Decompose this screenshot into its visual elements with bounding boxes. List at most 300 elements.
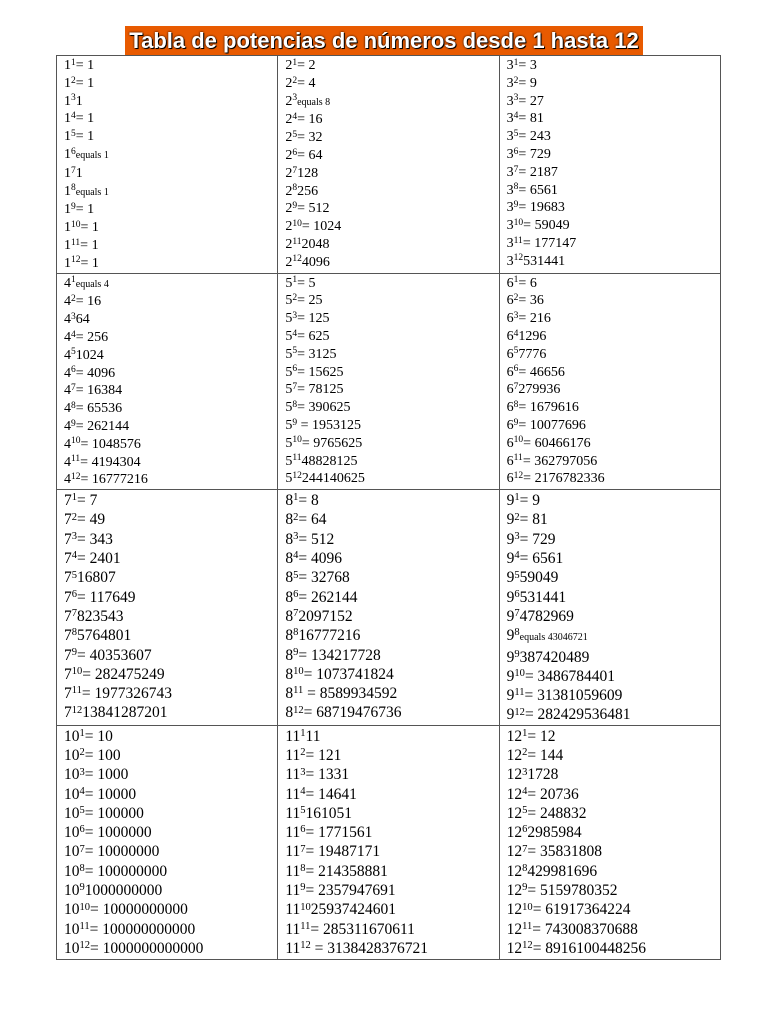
power-base: 2 bbox=[285, 112, 293, 128]
power-exponent: 8 bbox=[292, 183, 298, 194]
power-base: 4 bbox=[64, 347, 71, 363]
power-base: 5 bbox=[285, 364, 293, 380]
power-result: = 3 bbox=[518, 58, 537, 73]
power-entry bbox=[64, 939, 277, 958]
power-result: = 214358881 bbox=[305, 862, 388, 880]
power-exponent: 1 bbox=[292, 57, 298, 68]
power-exponent: 2 bbox=[514, 511, 520, 523]
power-entry bbox=[507, 453, 720, 471]
power-entry bbox=[507, 491, 720, 510]
power-entry bbox=[64, 703, 277, 722]
power-exponent: 1 bbox=[300, 727, 306, 739]
power-result: = 16777216 bbox=[80, 472, 148, 488]
power-base: 3 bbox=[506, 93, 514, 109]
power-result: 16777216 bbox=[298, 627, 361, 645]
power-entry bbox=[285, 75, 498, 93]
power-entry bbox=[507, 588, 720, 607]
power-result: = 3486784401 bbox=[524, 667, 616, 685]
power-exponent: 11 bbox=[293, 685, 304, 697]
power-base: 11 bbox=[285, 746, 301, 764]
power-exponent: 7 bbox=[79, 843, 85, 855]
power-cell bbox=[57, 56, 278, 274]
power-base: 7 bbox=[64, 569, 72, 587]
power-base: 3 bbox=[506, 75, 514, 91]
power-entry bbox=[285, 57, 498, 75]
power-entry bbox=[507, 346, 720, 364]
power-base: 5 bbox=[285, 293, 293, 309]
power-exponent: 9 bbox=[522, 882, 528, 894]
power-result: = 1 bbox=[80, 255, 99, 271]
power-base: 2 bbox=[285, 130, 293, 146]
power-base: 4 bbox=[64, 294, 71, 310]
power-result: = 4096 bbox=[298, 550, 342, 568]
power-result: = 248832 bbox=[527, 804, 587, 822]
power-entry bbox=[64, 765, 277, 784]
power-exponent: 4 bbox=[292, 328, 298, 339]
power-base: 5 bbox=[285, 400, 293, 416]
power-exponent: 1 bbox=[514, 492, 520, 504]
power-base: 11 bbox=[285, 766, 301, 784]
power-base: 6 bbox=[506, 364, 514, 380]
power-exponent: 8 bbox=[513, 182, 519, 193]
power-exponent: 11 bbox=[292, 453, 302, 464]
power-base: 12 bbox=[506, 727, 523, 745]
power-result: = 7 bbox=[77, 492, 98, 510]
power-result: = 12 bbox=[527, 727, 556, 745]
power-entry bbox=[507, 939, 720, 958]
power-entry bbox=[507, 607, 720, 626]
power-result: 11 bbox=[305, 727, 321, 745]
power-entry bbox=[64, 57, 277, 75]
power-result: = 1000000000000 bbox=[90, 939, 204, 957]
power-entry bbox=[507, 765, 720, 784]
power-exponent: 12 bbox=[513, 471, 524, 482]
power-exponent: 1 bbox=[71, 57, 76, 68]
power-entry bbox=[64, 823, 277, 842]
power-exponent: 4 bbox=[300, 785, 306, 797]
power-cell bbox=[278, 725, 499, 959]
power-exponent: 3 bbox=[292, 310, 298, 321]
power-exponent: 10 bbox=[292, 435, 302, 446]
power-entry bbox=[64, 920, 277, 939]
power-result: = 729 bbox=[519, 530, 556, 548]
power-exponent: 2 bbox=[292, 293, 298, 304]
power-exponent: 9 bbox=[513, 417, 519, 428]
power-result: = 68719476736 bbox=[303, 704, 402, 722]
power-exponent: 3 bbox=[522, 766, 528, 778]
power-entry bbox=[507, 110, 720, 128]
power-entry bbox=[285, 310, 498, 328]
power-exponent: 10 bbox=[513, 217, 524, 228]
power-exponent: 10 bbox=[514, 668, 525, 680]
power-exponent: 1 bbox=[293, 492, 299, 504]
power-base: 7 bbox=[64, 492, 72, 510]
power-base: 5 bbox=[285, 417, 293, 433]
power-base: 9 bbox=[506, 492, 515, 510]
power-result: = 1 bbox=[80, 220, 99, 236]
power-result: = 1679616 bbox=[518, 400, 579, 416]
power-result: = 5159780352 bbox=[527, 882, 618, 900]
power-entry bbox=[64, 568, 277, 587]
power-entry bbox=[285, 93, 498, 112]
power-entry bbox=[507, 128, 720, 146]
power-entry bbox=[64, 626, 277, 645]
power-result: = 6561 bbox=[519, 550, 564, 568]
power-exponent: 9 bbox=[293, 646, 299, 658]
power-base: 11 bbox=[285, 785, 301, 803]
power-entry bbox=[507, 182, 720, 200]
power-result: = 78125 bbox=[297, 382, 344, 398]
power-result: = 19487171 bbox=[305, 843, 381, 861]
power-result: = 16384 bbox=[75, 383, 123, 399]
power-result: 429981696 bbox=[527, 862, 598, 880]
power-base: 1 bbox=[64, 183, 71, 199]
power-entry bbox=[507, 881, 720, 900]
power-result: = 64 bbox=[297, 147, 323, 163]
power-base: 10 bbox=[64, 843, 80, 861]
table-row bbox=[57, 273, 721, 490]
power-exponent: 10 bbox=[71, 436, 81, 447]
power-result: = 1048576 bbox=[80, 436, 141, 452]
power-result: = 243 bbox=[518, 129, 551, 145]
power-entry bbox=[507, 530, 720, 549]
power-result: 823543 bbox=[77, 607, 124, 625]
power-result: = 1 bbox=[75, 75, 95, 91]
power-result: = 100000 bbox=[84, 804, 144, 822]
power-result: = 40353607 bbox=[77, 646, 152, 664]
power-exponent: 12 bbox=[293, 704, 304, 716]
power-entry bbox=[285, 588, 498, 607]
power-result: = 362797056 bbox=[522, 453, 598, 469]
power-exponent: 5 bbox=[292, 129, 298, 140]
power-exponent: 2 bbox=[71, 511, 78, 523]
power-base: 11 bbox=[285, 824, 301, 842]
power-entry bbox=[507, 842, 720, 861]
power-exponent: 9 bbox=[292, 417, 298, 428]
power-base: 6 bbox=[506, 311, 514, 327]
power-base: 8 bbox=[285, 530, 294, 548]
power-result: = 3125 bbox=[297, 346, 337, 362]
power-entry bbox=[64, 418, 277, 436]
power-base: 2 bbox=[285, 183, 293, 199]
power-result: = 1 bbox=[75, 129, 95, 145]
power-exponent: 9 bbox=[71, 646, 78, 658]
power-exponent: 12 bbox=[79, 940, 91, 952]
power-result: 1 bbox=[75, 165, 83, 181]
power-result: = 1 bbox=[75, 202, 95, 218]
power-entry bbox=[285, 183, 498, 201]
power-entry bbox=[285, 218, 498, 236]
power-exponent: 12 bbox=[522, 940, 533, 952]
power-exponent: 5 bbox=[79, 805, 85, 817]
power-base: 7 bbox=[64, 511, 72, 529]
power-entry bbox=[507, 364, 720, 382]
power-exponent: 6 bbox=[300, 824, 306, 836]
power-entry bbox=[64, 400, 277, 418]
power-base: 7 bbox=[64, 550, 72, 568]
power-exponent: 3 bbox=[513, 310, 519, 321]
power-exponent: 9 bbox=[292, 201, 298, 212]
power-exponent: 6 bbox=[292, 364, 298, 375]
power-base: 4 bbox=[64, 275, 71, 291]
power-result: = 16 bbox=[297, 112, 323, 128]
power-entry bbox=[285, 549, 498, 568]
power-exponent: 8 bbox=[71, 400, 76, 411]
power-exponent: 12 bbox=[300, 940, 311, 952]
power-exponent: 1 bbox=[513, 275, 519, 286]
power-exponent: 2 bbox=[293, 511, 299, 523]
power-result: = 5 bbox=[297, 275, 316, 291]
power-entry bbox=[507, 199, 720, 217]
power-entry bbox=[64, 646, 277, 665]
power-base: 2 bbox=[285, 254, 293, 270]
power-base: 12 bbox=[506, 746, 523, 764]
power-result: = 1000 bbox=[84, 766, 129, 784]
power-result: = 729 bbox=[518, 146, 551, 162]
power-exponent: 1 bbox=[71, 275, 76, 286]
power-result: 387420489 bbox=[519, 648, 590, 666]
power-entry bbox=[64, 329, 277, 347]
power-base: 5 bbox=[285, 435, 293, 451]
power-result: 59049 bbox=[519, 569, 559, 587]
power-base: 7 bbox=[64, 530, 72, 548]
power-exponent: 3 bbox=[514, 530, 520, 542]
power-base: 5 bbox=[285, 328, 293, 344]
power-base: 3 bbox=[506, 235, 514, 251]
power-exponent: 8 bbox=[79, 863, 85, 875]
power-entry bbox=[507, 667, 720, 686]
power-result: = 9 bbox=[518, 75, 537, 91]
power-result: = 2401 bbox=[77, 550, 121, 568]
power-result: 279936 bbox=[518, 382, 561, 398]
power-exponent: 6 bbox=[513, 146, 519, 157]
power-entry bbox=[507, 75, 720, 93]
power-base: 11 bbox=[285, 727, 301, 745]
power-entry bbox=[285, 607, 498, 626]
power-result: 1000000000 bbox=[84, 882, 163, 900]
power-base: 3 bbox=[506, 253, 514, 269]
power-base: 11 bbox=[285, 901, 301, 919]
power-entry bbox=[64, 275, 277, 294]
power-result: = 4096 bbox=[75, 365, 116, 381]
power-entry bbox=[507, 217, 720, 235]
power-result: = 31381059609 bbox=[524, 687, 623, 705]
power-cell bbox=[57, 725, 278, 959]
power-entry bbox=[64, 183, 277, 202]
power-exponent: 6 bbox=[71, 588, 78, 600]
power-entry bbox=[285, 842, 498, 861]
power-base: 8 bbox=[285, 704, 294, 722]
power-cell bbox=[57, 490, 278, 726]
power-exponent: 7 bbox=[292, 165, 298, 176]
power-exponent: 8 bbox=[514, 627, 520, 639]
power-result: 7776 bbox=[518, 346, 547, 362]
power-entry bbox=[64, 128, 277, 146]
power-result: = 2 bbox=[297, 58, 316, 73]
power-entry bbox=[285, 111, 498, 129]
power-base: 6 bbox=[506, 417, 514, 433]
power-entry bbox=[285, 254, 498, 272]
power-base: 4 bbox=[64, 365, 71, 381]
table-row bbox=[57, 490, 721, 726]
power-exponent: 4 bbox=[514, 550, 520, 562]
power-entry bbox=[64, 454, 277, 472]
power-entry bbox=[285, 275, 498, 293]
power-exponent: 11 bbox=[71, 685, 82, 697]
power-exponent: 7 bbox=[514, 608, 520, 620]
power-result: 48828125 bbox=[301, 453, 358, 469]
power-base: 6 bbox=[506, 328, 514, 344]
power-base: 4 bbox=[64, 383, 71, 399]
power-result: = 625 bbox=[297, 328, 330, 344]
power-exponent: 10 bbox=[513, 435, 524, 446]
power-base: 3 bbox=[506, 129, 514, 145]
power-result: = 1073741824 bbox=[303, 665, 394, 683]
power-exponent: 4 bbox=[513, 328, 519, 339]
power-result: = 177147 bbox=[522, 235, 577, 251]
power-result: 4782969 bbox=[519, 607, 574, 625]
power-base: 8 bbox=[285, 588, 294, 606]
power-exponent: 7 bbox=[71, 383, 76, 394]
power-entry bbox=[64, 607, 277, 626]
power-base: 1 bbox=[64, 237, 71, 253]
power-entry bbox=[507, 93, 720, 111]
power-base: 6 bbox=[506, 293, 514, 309]
power-result: equals 1 bbox=[75, 149, 109, 161]
power-result: = 10 bbox=[84, 727, 113, 745]
power-base: 2 bbox=[285, 236, 293, 252]
power-base: 6 bbox=[506, 275, 514, 291]
power-result: = 282475249 bbox=[82, 665, 165, 683]
power-cell bbox=[499, 490, 720, 726]
power-base: 1 bbox=[64, 129, 71, 145]
power-result: = 27 bbox=[518, 93, 544, 109]
power-result: = 61917364224 bbox=[532, 901, 631, 919]
power-exponent: 9 bbox=[300, 882, 306, 894]
power-result: = 16 bbox=[75, 294, 102, 310]
power-entry bbox=[507, 626, 720, 647]
power-base: 12 bbox=[506, 824, 523, 842]
power-base: 9 bbox=[506, 706, 515, 724]
power-cell bbox=[499, 273, 720, 490]
power-exponent: 5 bbox=[71, 569, 78, 581]
power-entry bbox=[64, 293, 277, 311]
power-entry bbox=[285, 165, 498, 183]
power-exponent: 11 bbox=[522, 920, 533, 932]
power-entry bbox=[507, 235, 720, 253]
power-exponent: 8 bbox=[71, 627, 78, 639]
power-entry bbox=[64, 684, 277, 703]
power-result: = 1000000 bbox=[84, 824, 152, 842]
power-cell bbox=[278, 273, 499, 490]
power-exponent: 11 bbox=[71, 237, 81, 248]
power-base: 8 bbox=[285, 492, 294, 510]
power-entry bbox=[64, 804, 277, 823]
power-exponent: 6 bbox=[71, 365, 76, 376]
power-base: 2 bbox=[285, 219, 293, 235]
power-result: = 1953125 bbox=[297, 417, 361, 433]
power-result: = 6 bbox=[518, 275, 537, 291]
power-entry bbox=[507, 900, 720, 919]
power-base: 12 bbox=[506, 766, 523, 784]
power-exponent: 1 bbox=[522, 727, 528, 739]
power-result: = 216 bbox=[518, 311, 551, 327]
power-entry bbox=[285, 491, 498, 510]
power-exponent: 3 bbox=[293, 530, 299, 542]
power-entry bbox=[64, 165, 277, 183]
power-result: 64 bbox=[75, 312, 90, 328]
power-entry bbox=[285, 765, 498, 784]
power-base: 3 bbox=[506, 200, 514, 216]
power-result: = 20736 bbox=[527, 785, 579, 803]
power-exponent: 5 bbox=[292, 346, 298, 357]
power-exponent: 10 bbox=[71, 666, 83, 678]
power-base: 12 bbox=[506, 862, 523, 880]
power-exponent: 5 bbox=[71, 128, 76, 139]
power-result: 4096 bbox=[301, 254, 330, 270]
power-entry bbox=[507, 164, 720, 182]
power-exponent: 10 bbox=[522, 901, 533, 913]
power-entry bbox=[507, 328, 720, 346]
power-base: 6 bbox=[506, 346, 514, 362]
power-base: 12 bbox=[506, 920, 523, 938]
power-result: = 10000000000 bbox=[90, 901, 188, 919]
power-entry bbox=[285, 470, 498, 488]
power-base: 9 bbox=[506, 687, 515, 705]
power-exponent: 12 bbox=[71, 472, 81, 483]
power-exponent: 6 bbox=[71, 146, 76, 157]
power-base: 2 bbox=[285, 75, 293, 91]
power-entry bbox=[507, 568, 720, 587]
power-base: 10 bbox=[64, 824, 80, 842]
power-result: = 8 bbox=[298, 492, 319, 510]
power-base: 10 bbox=[64, 727, 80, 745]
power-exponent: 7 bbox=[300, 843, 306, 855]
power-base: 11 bbox=[285, 882, 301, 900]
power-base: 4 bbox=[64, 418, 71, 434]
power-base: 12 bbox=[506, 939, 523, 957]
power-result: = 8916100448256 bbox=[532, 939, 647, 957]
page-title bbox=[0, 26, 768, 56]
power-entry bbox=[285, 399, 498, 417]
power-result: 2048 bbox=[301, 236, 330, 252]
power-result: = 1331 bbox=[305, 766, 350, 784]
power-exponent: 4 bbox=[79, 785, 85, 797]
power-base: 12 bbox=[506, 785, 523, 803]
power-result: = 8589934592 bbox=[303, 685, 398, 703]
power-base: 9 bbox=[506, 607, 515, 625]
power-base: 3 bbox=[506, 182, 514, 198]
power-result: = 125 bbox=[297, 311, 330, 327]
power-result: = 9765625 bbox=[301, 435, 363, 451]
power-result: = 144 bbox=[527, 746, 564, 764]
power-base: 11 bbox=[285, 862, 301, 880]
power-entry bbox=[285, 346, 498, 364]
power-result: 1296 bbox=[518, 328, 547, 344]
power-exponent: 7 bbox=[513, 382, 519, 393]
power-exponent: 4 bbox=[293, 550, 299, 562]
power-exponent: 8 bbox=[300, 863, 306, 875]
power-base: 5 bbox=[285, 346, 293, 362]
power-base: 3 bbox=[506, 218, 514, 234]
power-exponent: 1 bbox=[71, 492, 78, 504]
power-base: 4 bbox=[64, 312, 71, 328]
power-entry bbox=[64, 881, 277, 900]
power-exponent: 12 bbox=[71, 255, 81, 266]
power-base: 4 bbox=[64, 401, 71, 417]
power-exponent: 7 bbox=[71, 608, 78, 620]
power-base: 8 bbox=[285, 511, 294, 529]
